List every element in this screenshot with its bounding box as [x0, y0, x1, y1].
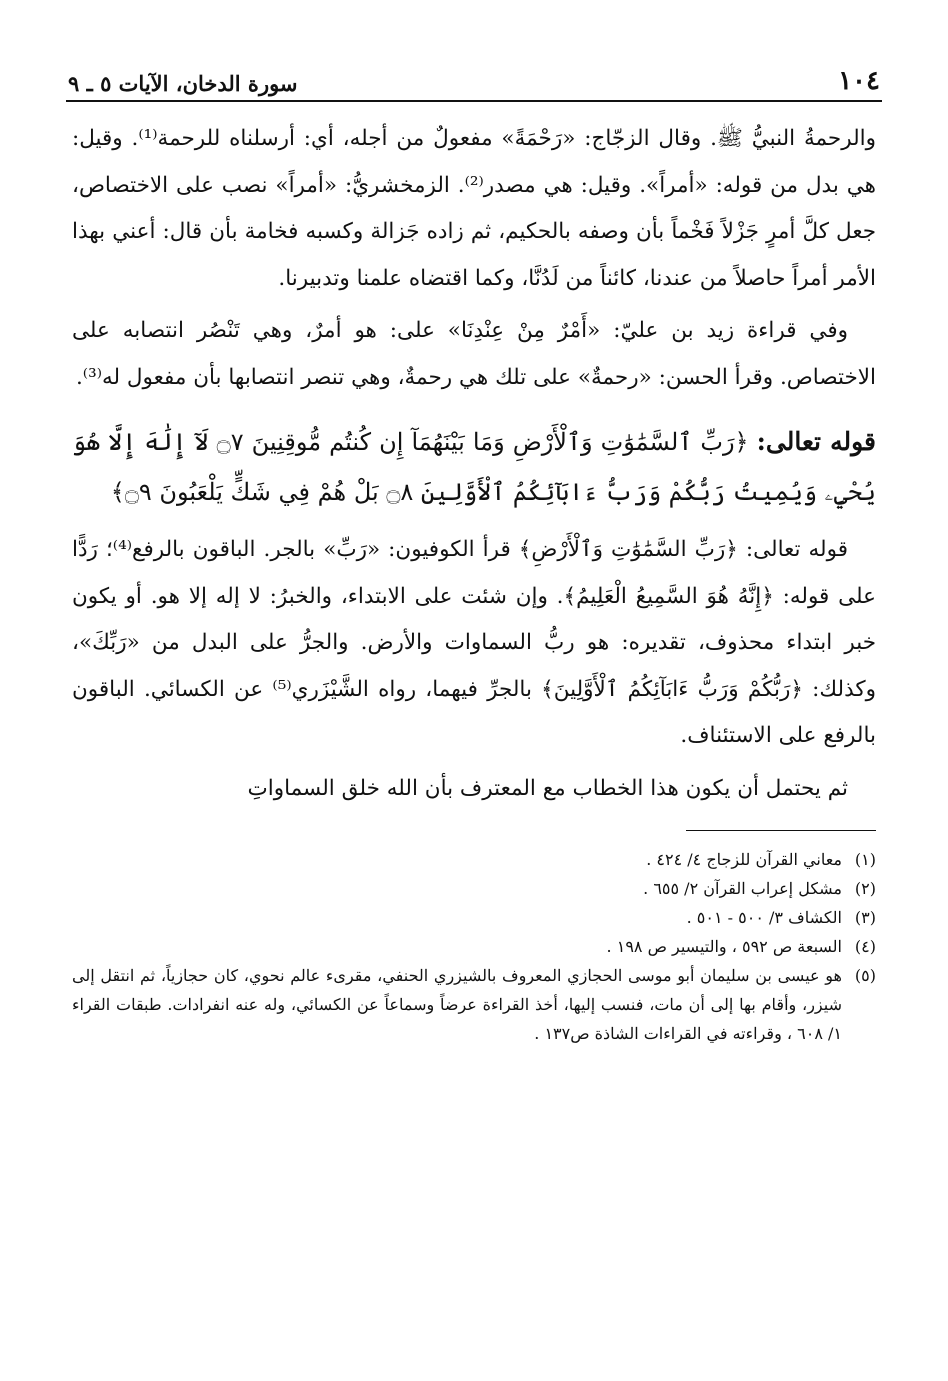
- footnote-item: [72, 874, 876, 903]
- verse-lead: قوله تعالى:: [756, 427, 876, 456]
- footnote-item: [72, 932, 876, 961]
- footnote-item: [72, 903, 876, 932]
- footnote-divider-wrap: [72, 812, 876, 845]
- main-text: [72, 116, 876, 812]
- footnote-number: (٥): [854, 966, 876, 985]
- footnotes: [72, 845, 876, 1048]
- page-header: [66, 62, 882, 102]
- footnote-number: (٣): [854, 908, 876, 927]
- footnote-text: الكشاف ٣/ ٥٠٠ - ٥٠١ .: [686, 908, 842, 927]
- verse-text: ﴿رَبِّ ٱلسَّمَٰوَٰتِ وَٱلْأَرْضِ وَمَا بَيْنَهُمَآ إِن كُنتُم مُّوقِنِينَ ۝٧ لَآ إِلَٰهَ إِلَّا هُوَ يُحْيِۦ وَيُمِيتُ رَبُّكُمْ وَرَبُّ ءَابَآئِكُمُ ٱلْأَوَّلِينَ ۝٨ بَلْ هُمْ فِي شَكٍّ يَلْعَبُونَ ۝٩﴾: [72, 428, 876, 506]
- running-title: سورة الدخان، الآيات ٥ ـ ٩: [68, 71, 298, 96]
- footnote-text: معاني القرآن للزجاج ٤/ ٤٢٤ .: [646, 850, 842, 869]
- footnote-text: هو عيسى بن سليمان أبو موسى الحجازي المعروف بالشيزري الحنفي، مقرىء عالم نحوي، كان حجازياً، ثم انتقل إلى شيزر، وأقام بها إلى أن مات، فنسب إليها، أخذ القراءة عرضاً وسماعاً عن الكسائي، وله عنه انفرادات. طبقات القراء ١/ ٦٠٨ ، وقراءته في القراءات الشاذة ص١٣٧ .: [72, 966, 842, 1043]
- footnote-text: السبعة ص ٥٩٢ ، والتيسير ص ١٩٨ .: [606, 937, 842, 956]
- footnote-divider: [686, 830, 876, 831]
- paragraph-2: وفي قراءة زيد بن عليّ: «أَمْرٌ مِنْ عِنْدِنَا» على: هو أمرٌ، وهي تَنْصُر انتصابه على الاختصاص. وقرأ الحسن: «رحمةٌ» على تلك هي رحمةٌ، وهي تنصر انتصابها بأن مفعول له⁽³⁾.: [72, 318, 876, 390]
- footnote-text: مشكل إعراب القرآن ٢/ ٦٥٥ .: [643, 879, 842, 898]
- paragraph-4: ثم يحتمل أن يكون هذا الخطاب مع المعترف بأن الله خلق السماواتِ: [247, 775, 848, 801]
- paragraph-3: قوله تعالى: ﴿رَبِّ السَّمَٰوَٰتِ وَٱلْأَرْضِ﴾ قرأ الكوفيون: «رَبِّ» بالجر. الباقون بالرفع⁽⁴⁾؛ رَدًّا على قوله: ﴿إِنَّهُ هُوَ السَّمِيعُ الْعَلِيمُ﴾. وإن شئت على الابتداء، والخبرُ: لا إله إلا هو. أو يكون خبر ابتداء محذوف، تقديره: هو ربُّ السماوات والأرض. والجرُّ على البدل من «رَبِّكَ»، وكذلك: ﴿رَبُّكُمْ وَرَبُّ ءَابَآئِكُمُ ٱلْأَوَّلِينَ﴾ بالجرِّ فيهما، رواه الشَّيْزَري⁽⁵⁾ عن الكسائي. الباقون بالرفع على الاستئناف.: [72, 537, 876, 748]
- footnote-number: (٢): [854, 879, 876, 898]
- footnote-item: [72, 845, 876, 874]
- footnote-item: [72, 961, 876, 1048]
- footnote-number: (٤): [854, 937, 876, 956]
- paragraph-1: والرحمةُ النبيُّ ﷺ. وقال الزجّاج: «رَحْمَةً» مفعولٌ من أجله، أي: أرسلناه للرحمة⁽¹⁾. وقيل: هي بدل من قوله: «أمراً». وقيل: هي مصدر⁽²⁾. الزمخشريُّ: «أمراً» نصب على الاختصاص، جعل كلَّ أمرٍ جَزْلاً فَخْماً بأن وصفه بالحكيم، ثم زاده جَزالة وكسبه فخامة بأن قال: أعني بهذا الأمر أمراً حاصلاً من عندنا، كائناً من لَدُنَّا، وكما اقتضاه علمنا وتدبيرنا.: [72, 126, 876, 291]
- quran-verse-block: [72, 417, 876, 517]
- footnote-number: (١): [854, 850, 876, 869]
- page-number: ١٠٤: [838, 66, 880, 96]
